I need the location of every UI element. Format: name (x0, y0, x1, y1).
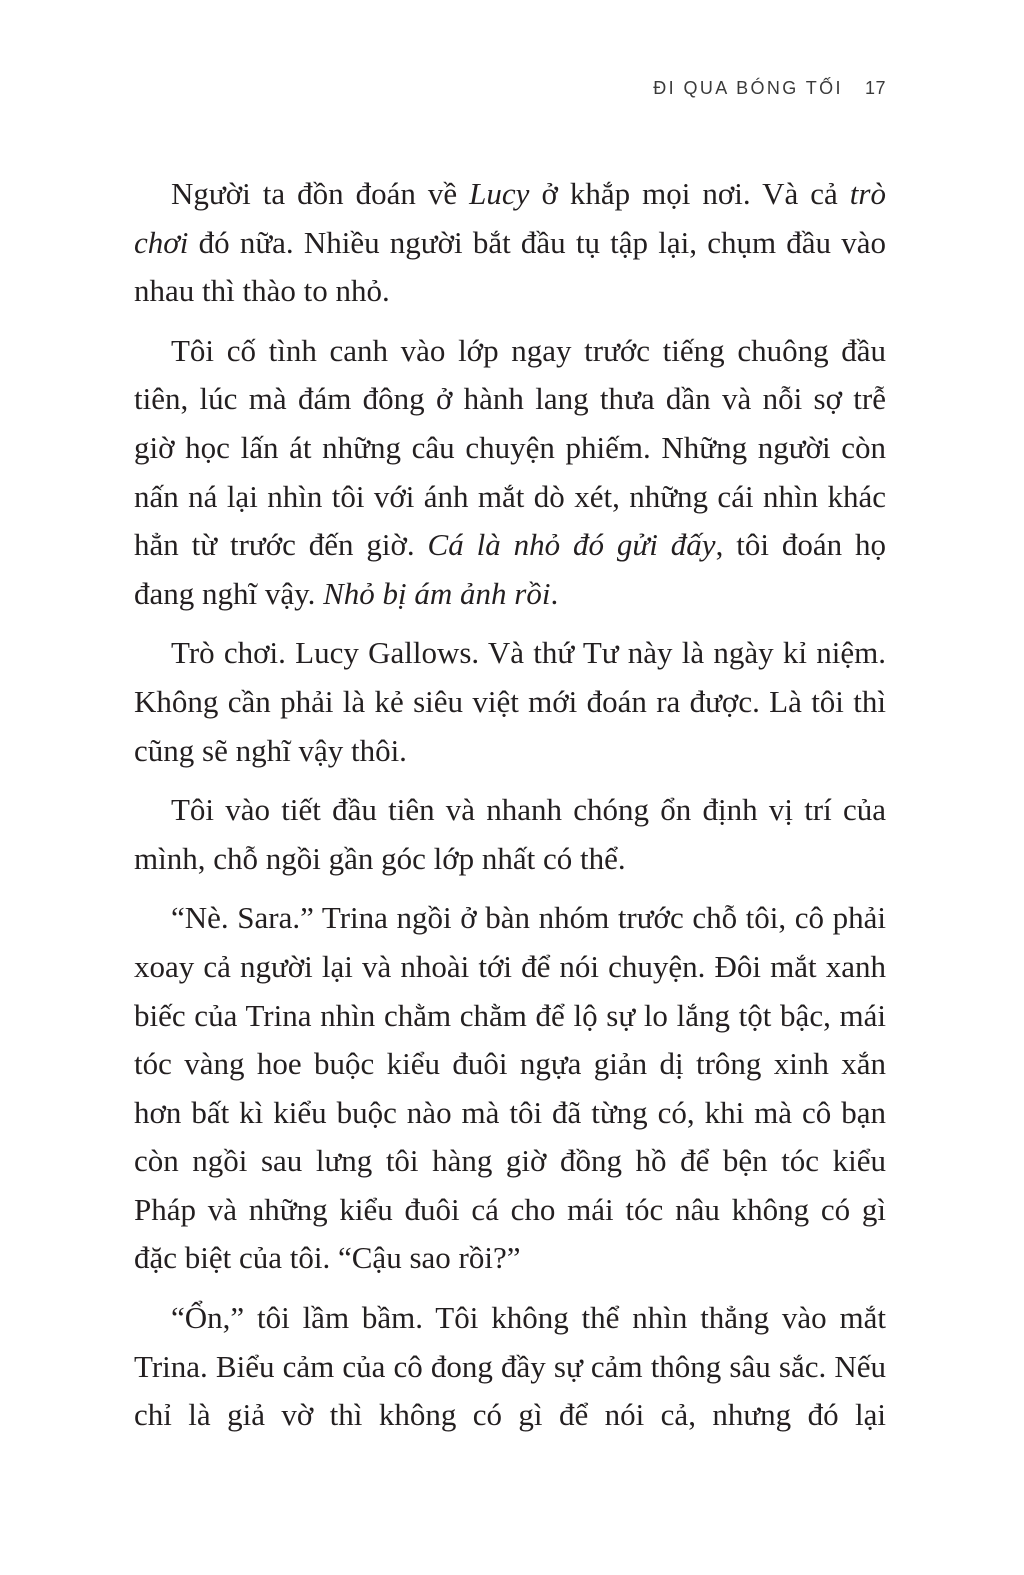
running-title: ĐI QUA BÓNG TỐI (653, 78, 843, 98)
text-run: Người ta đồn đoán về (171, 176, 470, 211)
italic-text: Cá là nhỏ đó gửi đấy (427, 527, 716, 563)
text-run: “Nè. Sara.” Trina ngồi ở bàn nhóm trước chỗ tôi, cô phải xoay cả người lại và nhoài tới để nói chuyện. Đôi mắt xanh biếc của Trina nhìn chằm chằm để lộ sự lo lắng tột bậc, mái tóc vàng hoe buộc kiểu đuôi ngựa giản dị trông xinh xắn hơn bất kì kiểu buộc nào mà tôi đã từng có, khi mà cô bạn còn ngồi sau lưng tôi hàng giờ đồng hồ để bện tóc kiểu Pháp và những kiểu đuôi cá cho mái tóc nâu không có gì đặc biệt của tôi. “Cậu sao rồi?” (134, 900, 886, 1276)
body-text (134, 170, 886, 1440)
paragraph (134, 170, 886, 316)
text-run: , tôi đoán họ đang nghĩ vậy. (134, 527, 886, 611)
text-run: ở khắp mọi nơi. Và cả (529, 176, 850, 211)
paragraph (134, 786, 886, 883)
text-run: Tôi cố tình canh vào lớp ngay trước tiếng chuông đầu tiên, lúc mà đám đông ở hành lang thưa dần và nỗi sợ trễ giờ học lấn át những câu chuyện phiếm. Những người còn nấn ná lại nhìn tôi với ánh mắt dò xét, những cái nhìn khác hẳn từ trước đến giờ. (134, 332, 886, 563)
text-run: . (550, 575, 559, 611)
text-run: Trò chơi. Lucy Gallows. Và thứ Tư này là ngày kỉ niệm. Không cần phải là kẻ siêu việt mới đoán ra được. Là tôi thì cũng sẽ nghĩ vậy thôi. (134, 635, 886, 768)
italic-text: Nhỏ bị ám ảnh rồi (323, 575, 551, 611)
italic-text: trò chơi (134, 176, 886, 260)
page-number: 17 (864, 78, 886, 98)
text-run: “Ổn,” tôi lầm bầm. Tôi không thể nhìn thẳng vào mắt Trina. Biểu cảm của cô đong đầy sự cảm thông sâu sắc. Nếu chỉ là giả vờ thì không có gì để nói cả, nhưng đó lại (134, 1300, 886, 1433)
text-run: đó nữa. Nhiều người bắt đầu tụ tập lại, chụm đầu vào nhau thì thào to nhỏ. (134, 224, 886, 309)
italic-text: Lucy (469, 176, 530, 211)
paragraph (134, 894, 886, 1283)
paragraph (134, 327, 886, 619)
paragraph (134, 629, 886, 775)
running-header (653, 78, 886, 99)
text-run: Tôi vào tiết đầu tiên và nhanh chóng ổn định vị trí của mình, chỗ ngồi gần góc lớp nhất có thể. (134, 792, 886, 876)
paragraph (134, 1294, 886, 1440)
